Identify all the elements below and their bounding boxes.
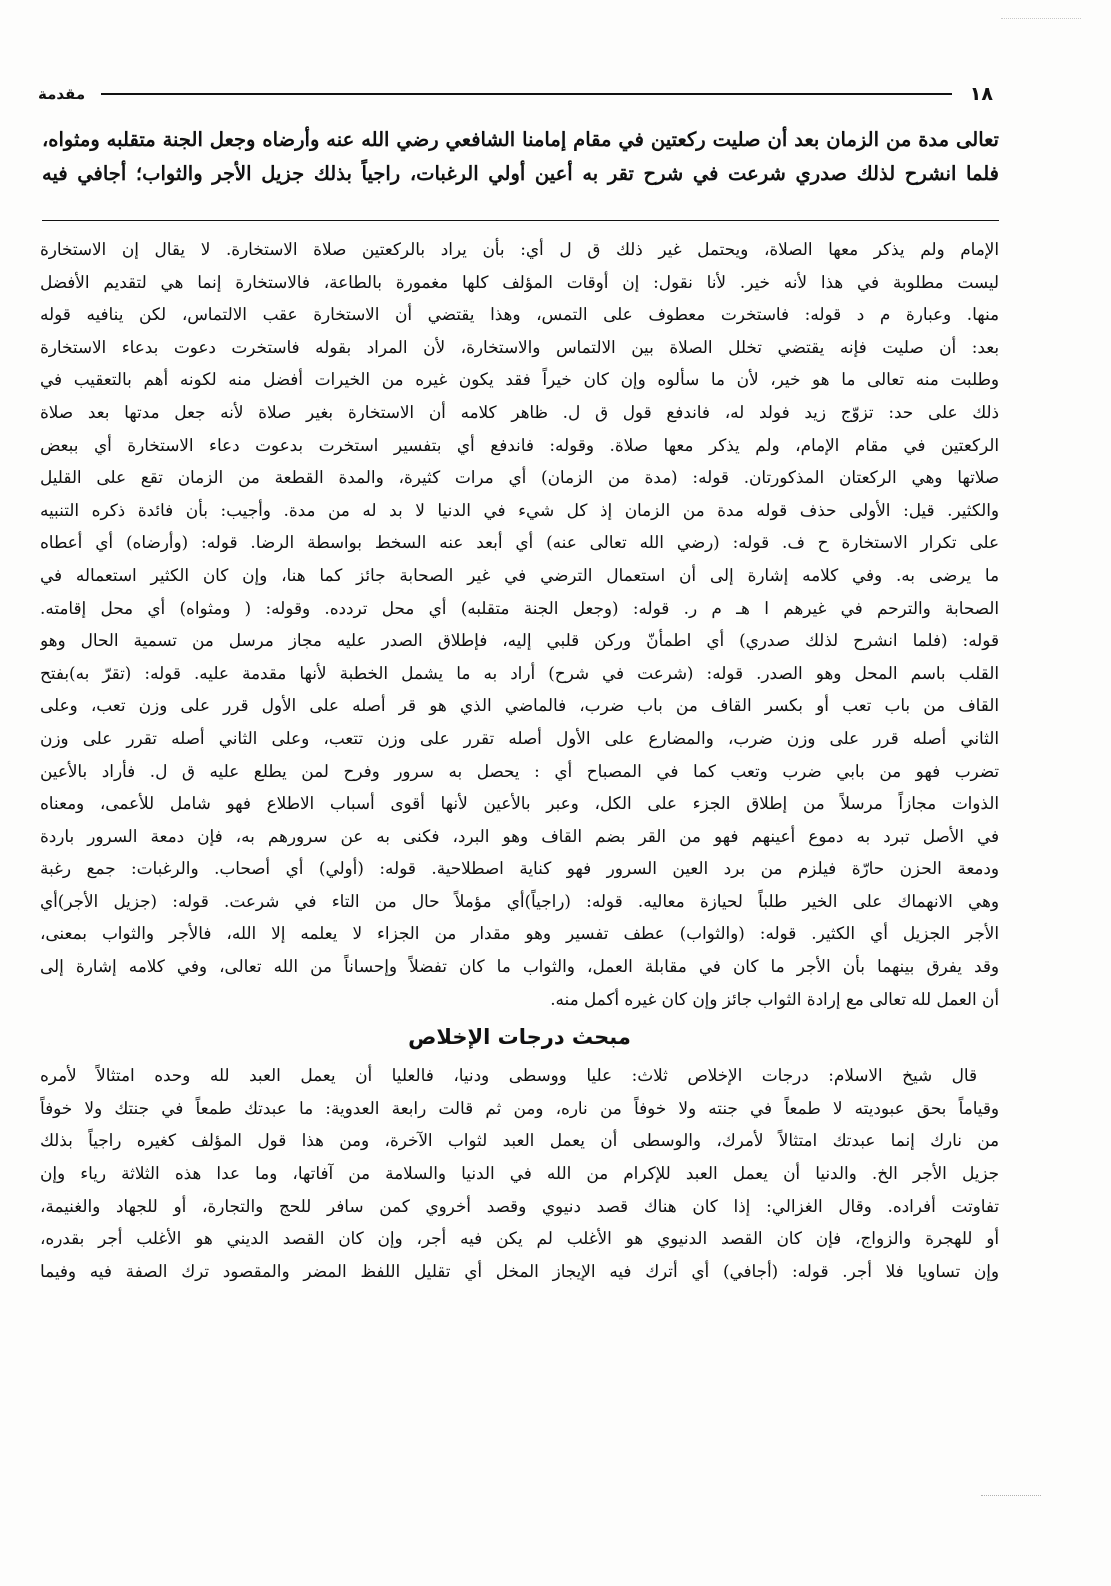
commentary-line: وقياماً بحق عبوديته لا طمعاً في جنته ولا خوفاً من ناره، ومن ثم قالت رابعة العدوية: ما عبدتك طمعاً في جنتك ولا خوفاً bbox=[40, 1097, 999, 1118]
commentary-line: قوله: (فلما انشرح لذلك صدري) أي اطمأنّ وركن قلبي إليه، فإطلاق الصدر عليه مجاز مرسل من تسمية الحال وهو bbox=[40, 630, 999, 651]
commentary-line: صلاتها وهي الركعتان المذكورتان. قوله: (مدة من الزمان) أي مرات كثيرة، والمدة القطعة من الزمان تقع على القليل bbox=[40, 467, 999, 488]
main-text bbox=[42, 123, 999, 191]
commentary-line: الثاني أصله قرر على وزن ضرب، والمضارع على الأول أصله تقرر على وزن تتعب، وعلى الثاني أصله تقرر على وزن bbox=[40, 727, 999, 748]
commentary-line: الذوات مجازاً مرسلاً من إطلاق الجزء على الكل، وعبر بالأعين لأنها أقوى أسباب الاطلاع فهو شامل للأعمى، ومعناه bbox=[40, 793, 999, 814]
commentary-line: الصحابة والترحم في غيرهم ا هـ م ر. قوله: (وجعل الجنة متقلبه) أي محل تردده. وقوله: ( ومثواه) أي محل إقامته. bbox=[40, 597, 999, 618]
commentary-line: الركعتين في مقام الإمام، ولم يذكر معها صلاة. وقوله: فاندفع أي بتفسير استخرت بدعوت دعاء الاستخارة أي ببعض bbox=[40, 434, 999, 455]
commentary-line: الأجر الجزيل أي الكثير. قوله: (والثواب) عطف تفسير وهو مقدار من الجزاء لا يعلمه إلا الله، فالأجر والثواب بمعنى، bbox=[40, 923, 999, 944]
commentary-line: وهي الانهماك على الخير طلباً لحيازة معاليه. قوله: (راجياً)أي مؤملاً حال من التاء في شرعت. قوله: (جزيل الأجر)أي bbox=[40, 890, 999, 911]
commentary-line: وطلبت منه تعالى ما هو خير، لأن ما سألوه وإن كان خيراً فقد يكون غيره من الخيرات أفضل منه لكونه أهم بالتعقيب في bbox=[40, 369, 999, 390]
commentary-line: بعد: أن صليت فإنه يقتضي تخلل الصلاة بين الالتماس والاستخارة، لأن المراد بقوله فاستخرت دعوت بدعاء الاستخارة bbox=[40, 336, 999, 357]
text-divider bbox=[42, 220, 999, 221]
commentary-line: ودمعة الحزن حارّة فيلزم من برد العين السرور فهو كناية اصطلاحية. قوله: (أولي) أي أصحاب. والرغبات: جمع رغبة bbox=[40, 858, 999, 879]
commentary-line: الإمام ولم يذكر معها الصلاة، ويحتمل غير ذلك ق ل أي: بأن يراد بالركعتين صلاة الاستخارة. لا يقال إن الاستخارة bbox=[40, 239, 999, 259]
commentary-line: في الأصل تبرد به دموع أعينهم فهو من القر بضم القاف وهو البرد، فكنى به عن سرورهم به، فإن دمعة السرور باردة bbox=[40, 825, 999, 846]
commentary bbox=[40, 233, 999, 1287]
main-text-line: فلما انشرح لذلك صدري شرعت في شرح تقر به أعين أولي الرغبات، راجياً بذلك جزيل الأجر والثواب؛ أجافي فيه bbox=[42, 162, 999, 185]
commentary-line: وإن تساويا فلا أجر. قوله: (أجافي) أي أترك فيه الإيجاز المخل أي تقليل اللفظ المضر والمقصود ترك الصفة فيه وفيما bbox=[40, 1260, 999, 1281]
commentary-line: ليست مطلوبة في هذا لأنه خير. لأنا نقول: إن أوقات المؤلف كلها مغمورة بالطاعة، فالاستخارة إنما هي لتقديم الأفضل bbox=[40, 271, 999, 292]
commentary-line: والكثير. قيل: الأولى حذف قوله مدة من الزمان إذ كل شيء في الدنيا لا بد له من مدة. وأجيب: بأن فائدة ذكره التنبيه bbox=[40, 499, 999, 520]
section-heading: مبحث درجات الإخلاص bbox=[408, 1025, 631, 1050]
commentary-line: جزيل الأجر الخ. والدنيا أن يعمل العبد للإكرام من الله في الدنيا والسلامة من آفاتها، وما عدا هذه الثلاثة رياء وإن bbox=[40, 1163, 999, 1184]
commentary-line: وقد يفرق بينهما بأن الأجر ما كان في مقابلة العمل، والثواب ما كان تفضلاً وإحساناً من الله تعالى، وفي كلامه إشارة إلى bbox=[40, 956, 999, 977]
header-rule bbox=[101, 93, 952, 95]
commentary-line: تفاوتت أفراده. وقال الغزالي: إذا كان هناك قصد دنيوي وقصد أخروي كمن سافر للحج والتجارة، أو للجهاد والغنيمة، bbox=[40, 1195, 999, 1216]
commentary-line: قال شيخ الاسلام: درجات الإخلاص ثلاث: عليا ووسطى ودنيا، فالعليا أن يعمل العبد لله وحده امتثالاً لأمره bbox=[40, 1065, 977, 1086]
commentary-line: ذلك على حد: تزوّج زيد فولد له، فاندفع قول ق ل. ظاهر كلامه أن الاستخارة بغير صلاة لأنه جعل مدتها بعد صلاة bbox=[40, 401, 999, 422]
commentary-line: على تكرار الاستخارة ح ف. قوله: (رضي الله تعالى عنه) أي أبعد عنه السخط بواسطة الرضا. قوله: (وأرضاه) أي أعطاه bbox=[40, 532, 999, 553]
commentary-line: تضرب فهو من بابي ضرب وتعب كما في المصباح أي : يحصل به سرور وفرح لمن يطلع عليه ق ل. فأراد بالأعين bbox=[40, 760, 999, 781]
commentary-line: ما يرضى به. وفي كلامه إشارة إلى أن استعمال الترضي في غير الصحابة جائز كما هنا، وإن كان الكثير استعماله في bbox=[40, 564, 999, 585]
scan-artifact-top bbox=[1001, 18, 1081, 29]
commentary-line: أو للهجرة والزواج، فإن كان القصد الدنيوي هو الأغلب لم يكن فيه أجر، وإن كان القصد الديني هو الأغلب أجر بقدره، bbox=[40, 1228, 999, 1249]
commentary-line: القلب باسم المحل وهو الصدر. قوله: (شرعت في شرح) أراد به ما يشمل الخطبة لأنها مقدمة عليه. قوله: (تقرّ به)بفتح bbox=[40, 662, 999, 683]
page-number: ١٨ bbox=[969, 83, 993, 105]
commentary-line: القاف من باب تعب أو بكسر القاف من باب ضرب، فالماضي الذي هو قر أصله على الأول قرر على وزن تعب، وعلى bbox=[40, 695, 999, 716]
section-name: مقدمة bbox=[38, 85, 86, 103]
commentary-line: منها. وعبارة م د قوله: فاستخرت معطوف على التمس، وهذا يقتضي أن الاستخارة عقب الالتماس، لكن ينافيه قوله bbox=[40, 304, 999, 325]
scan-artifact-bottom bbox=[981, 1481, 1041, 1496]
main-text-line: تعالى مدة من الزمان بعد أن صليت ركعتين في مقام إمامنا الشافعي رضي الله عنه وأرضاه وجعل الجنة متقلبه ومثواه، bbox=[42, 128, 999, 151]
commentary-line: من نارك إنما عبدتك امتثالاً لأمرك، والوسطى أن يعمل العبد لثواب الآخرة، ومن هذا قول المؤلف كغيره راجياً بذلك bbox=[40, 1130, 999, 1151]
running-head bbox=[38, 80, 993, 108]
commentary-line: أن العمل لله تعالى مع إرادة الثواب جائز وإن كان غيره أكمل منه. bbox=[550, 988, 999, 1009]
